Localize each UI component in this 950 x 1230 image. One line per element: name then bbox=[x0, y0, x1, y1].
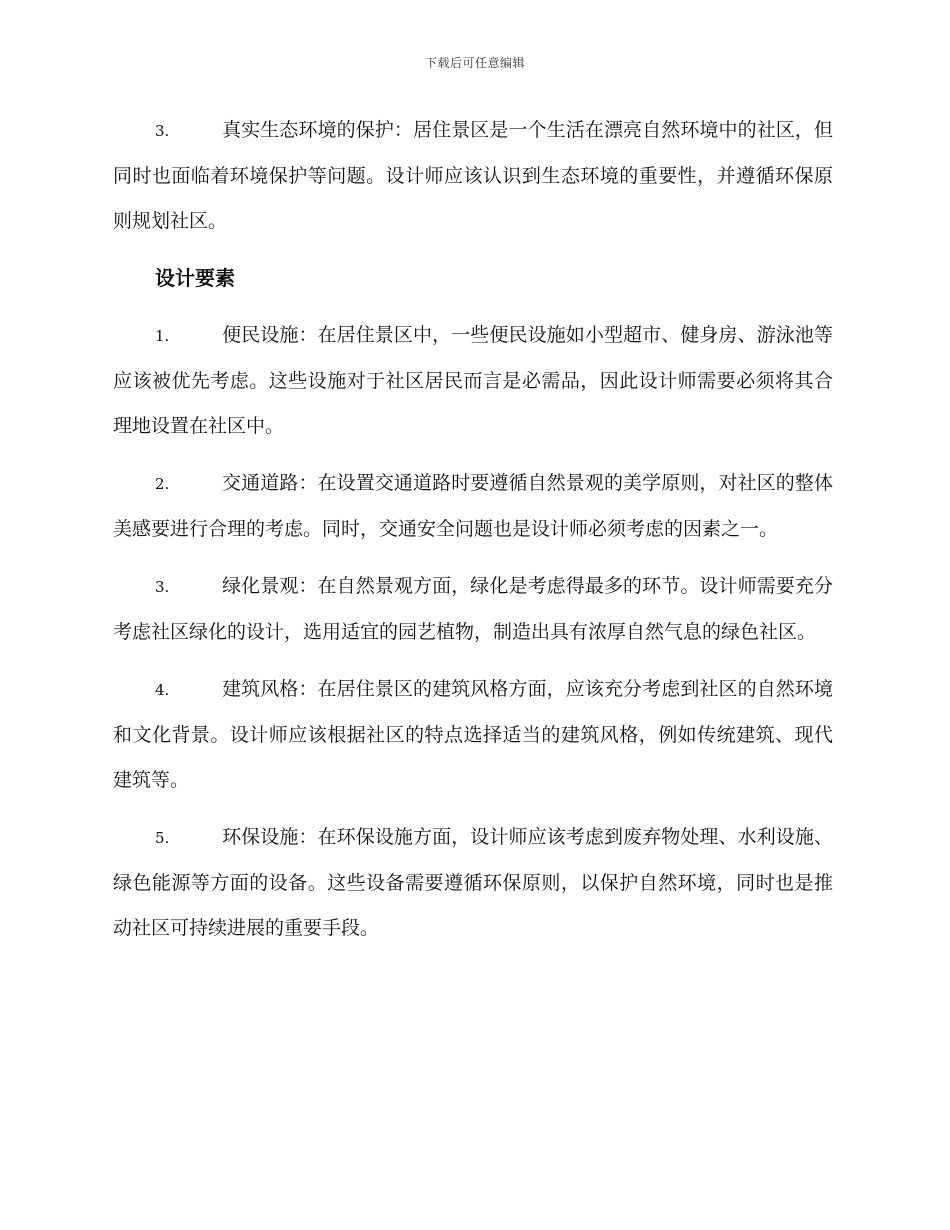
list-item-number: 2. bbox=[155, 475, 170, 493]
list-item-number: 3. bbox=[155, 578, 170, 596]
list-item-text: 交通道路：在设置交通道路时要遵循自然景观的美学原则，对社区的整体美感要进行合理的考虑。同时，交通安全问题也是设计师必须考虑的因素之一。 bbox=[113, 472, 833, 540]
list-item bbox=[113, 313, 833, 449]
list-item-number: 1. bbox=[155, 327, 170, 345]
list-item-number: 5. bbox=[155, 829, 170, 847]
list-item bbox=[113, 815, 833, 951]
list-item bbox=[113, 461, 833, 552]
list-item-number: 3. bbox=[155, 122, 170, 140]
list-item bbox=[113, 667, 833, 803]
section-title: 设计要素 bbox=[155, 266, 235, 290]
list-item-text: 绿化景观：在自然景观方面，绿化是考虑得最多的环节。设计师需要充分考虑社区绿化的设计，选用适宜的园艺植物，制造出具有浓厚自然气息的绿色社区。 bbox=[113, 575, 833, 643]
page-header: 下载后可任意编辑 bbox=[424, 56, 525, 70]
list-item-text: 便民设施：在居住景区中，一些便民设施如小型超市、健身房、游泳池等应该被优先考虑。这些设施对于社区居民而言是必需品，因此设计师需要必须将其合理地设置在社区中。 bbox=[113, 324, 833, 437]
list-item bbox=[113, 564, 833, 655]
list-item-text: 建筑风格：在居住景区的建筑风格方面，应该充分考虑到社区的自然环境和文化背景。设计师应该根据社区的特点选择适当的建筑风格，例如传统建筑、现代建筑等。 bbox=[113, 678, 833, 791]
list-item-intro bbox=[113, 108, 833, 244]
list-item-text: 环保设施：在环保设施方面，设计师应该考虑到废弃物处理、水利设施、绿色能源等方面的设备。这些设备需要遵循环保原则，以保护自然环境，同时也是推动社区可持续进展的重要手段。 bbox=[113, 826, 833, 939]
list-item-number: 4. bbox=[155, 681, 170, 699]
document-body bbox=[113, 108, 833, 963]
list-item-text: 真实生态环境的保护：居住景区是一个生活在漂亮自然环境中的社区，但同时也面临着环境保护等问题。设计师应该认识到生态环境的重要性，并遵循环保原则规划社区。 bbox=[113, 119, 833, 232]
